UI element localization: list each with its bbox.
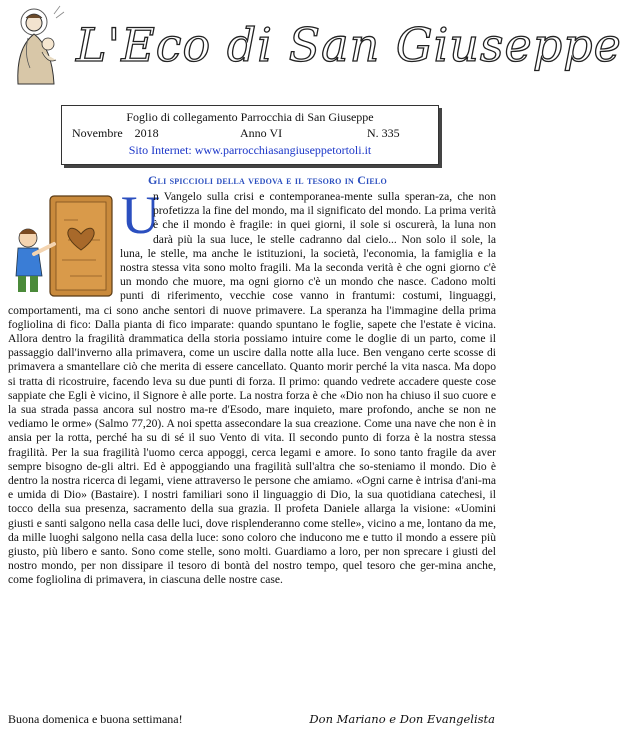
info-box: [61, 105, 439, 165]
issue-number: N. 335: [367, 126, 400, 140]
newsletter-title: L'Eco di San Giuseppe: [76, 18, 622, 72]
signature: Don Mariano e Don Evangelista: [309, 712, 495, 726]
article-text: n Vangelo sulla crisi e contemporanea-mente sulla speran-za, che non profetizza la fine del mondo, ma il significato del mondo. La prima verità è che il mondo è fragile: in quei giorni, il sole si oscurerà, la luna non darà più la sua luce, le stelle cadranno dal cielo... Non solo il sole, la luna, le stelle, ma anche le istituzioni, la società, l'economia, la famiglia e la nostra stessa vita sono molto fragili. Ma la seconda verità è che ogni giorno c'è un mondo che muore, ma ogni giorno c'è un mondo che nasce. Cadono molti punti di riferimento, vecchie cose vanno in frantumi: costumi, linguaggi, comportamenti, ma ci sono anche sentori di nuove primavere. La speranza ha l'immagine della prima fogliolina di fico: Dalla pianta di fico imparate: quando spuntano le foglie, sapete che l'estate è vicina. Allora dentro la fragilità drammatica della storia possiamo intuire come le doglie di un parto, come il passaggio dall'inverno alla primavera, come un uscire dalla notte alla luce. Ben vengano certe scosse di primavera a smantellare ciò che merita di essere cancellato. Quanto morir perché la vita nasca. Ma dopo si tratta di ricostruire, facendo leva su due punti di forza. Il primo: quando vedrete accadere queste cose sappiate che Egli è vicino, il Signore è alle porte. La nostra forza è che «Dio non ha chiuso il suo cuore e la sua strada passa ancora sul nostro ma-re d'Esodo, mare inquieto, mare profondo, anche se non ne vediamo le orme» (Salmo 77,20). A noi spetta assecondare la sua creazione. Come una nave che non è in ansia per la rotta, perché ha su di sé il suo Vento di vita. Il secondo punto di forza è la nostra stessa fragilità. Per la sua fragilità l'uomo cerca appoggi, cerca legami e amore. Io sono tanto fragile da aver sempre bisogno de-gli altri. Ed è appoggiando una fragilità sull'altra che so-steniamo il mondo. Dio è dentro la nostra ricerca di legami, viene attraverso le persone che amiamo. «Ogni carne è intrisa d'ani-ma e umida di Dio» (Bastaire). I nostri familiari sono il linguaggio di Dio, la sua quotidiana catechesi, il tocco della sua presenza, sacramento della sua grazia. Il profeta Daniele allarga la visione: «Uomini giusti e santi salgono nella casa delle luci, dove risplenderanno come stelle», vicino a me, lontano da me, da mille luoghi salgono nella casa della luce: sono coloro che inducono me e tutto il mondo a essere più giusto, più libero e santo. Sono come stelle, sono molti. Guardiamo a loro, per non sprecare i giusti del nostro mondo, per non dissipare il tesoro di bontà del nostro tempo, quel tesoro che ger-mina anche, come fogliolina di primavera, in ciascuna delle nostre case.: [8, 190, 496, 587]
article-heading: Gli spiccioli della vedova e il tesoro in Cielo: [148, 173, 387, 187]
issue-date: Novembre 2018: [72, 126, 159, 140]
drop-cap: U: [121, 185, 160, 245]
issue-year: Anno VI: [240, 126, 283, 140]
website-link[interactable]: Sito Internet: www.parrocchiasangiuseppetortoli.it: [128, 143, 372, 157]
closing-greeting: Buona domenica e buona settimana!: [8, 712, 183, 726]
parish-line: Foglio di collegamento Parrocchia di San Giuseppe: [126, 110, 374, 124]
masthead: [0, 0, 622, 100]
saint-joseph-illustration: [4, 4, 68, 86]
issue-row: [62, 126, 438, 142]
article-body: [8, 190, 496, 588]
